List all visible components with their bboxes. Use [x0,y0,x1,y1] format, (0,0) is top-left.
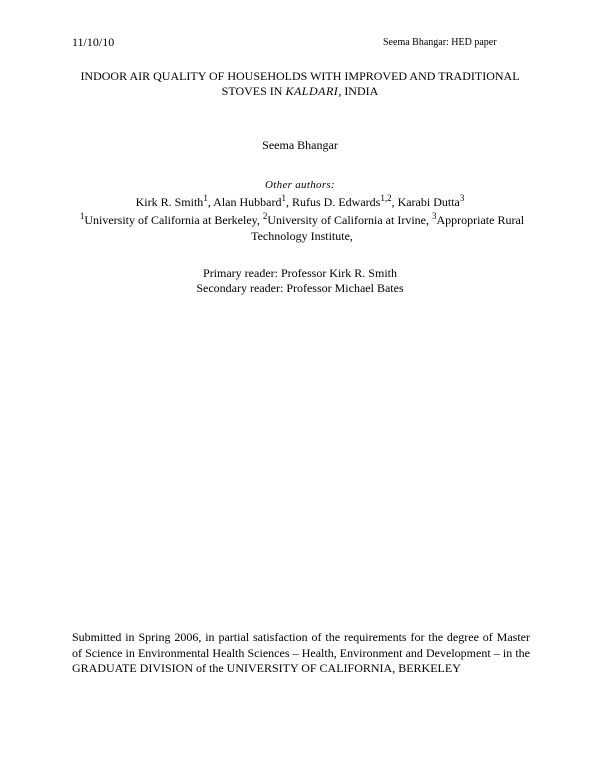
title-line-2 [60,84,540,99]
affiliation-number: 3 [431,211,437,221]
other-authors-label: Other authors: [265,179,335,191]
header-running-title: Seema Bhangar: HED paper [383,37,497,48]
primary-author: Seema Bhangar [262,138,338,152]
secondary-reader: Secondary reader: Professor Michael Bates [196,281,404,295]
title-line-2-prefix: STOVES IN [221,84,286,98]
coauthor-affiliation: 1,2 [380,193,392,203]
coauthor-affiliation: 1 [281,193,286,203]
affiliation-number: 1 [79,211,85,221]
coauthor-affiliation: 3 [459,193,465,203]
coauthor-separator: , [207,195,214,209]
affiliation-text: Appropriate Rural Technology Institute, [251,213,525,243]
submission-statement: Submitted in Spring 2006, in partial satisfaction of the requirements for the degree of Master of Science in Environmental Health Sciences – Health, Environment and Development – in the GRADUATE DIVISION of the UNIVERSITY OF CALIFORNIA, BERKELEY [72,630,530,675]
paper-title [60,69,540,99]
affiliation-text: University of California at Berkeley, [84,213,263,227]
title-place-name: KALDARI [285,84,339,98]
title-line-2-suffix: , INDIA [338,84,379,98]
coauthor-name: Alan Hubbard [213,195,282,209]
coauthor-name: Kirk R. Smith [135,195,204,209]
affiliation-number: 2 [262,211,268,221]
header-date: 11/10/10 [72,35,115,49]
affiliation-text: University of California at Irvine, [267,213,432,227]
readers-block [60,266,540,296]
coauthor-name: Rufus D. Edwards [291,195,381,209]
primary-reader: Primary reader: Professor Kirk R. Smith [203,266,397,280]
coauthor-separator: , [285,195,292,209]
coauthor-list [60,195,540,210]
coauthor-separator: , [391,195,398,209]
affiliation-list [72,212,532,244]
coauthor-affiliation: 1 [203,193,208,203]
title-line-1: INDOOR AIR QUALITY OF HOUSEHOLDS WITH IMPROVED AND TRADITIONAL [80,69,520,83]
coauthor-name: Karabi Dutta [397,195,460,209]
